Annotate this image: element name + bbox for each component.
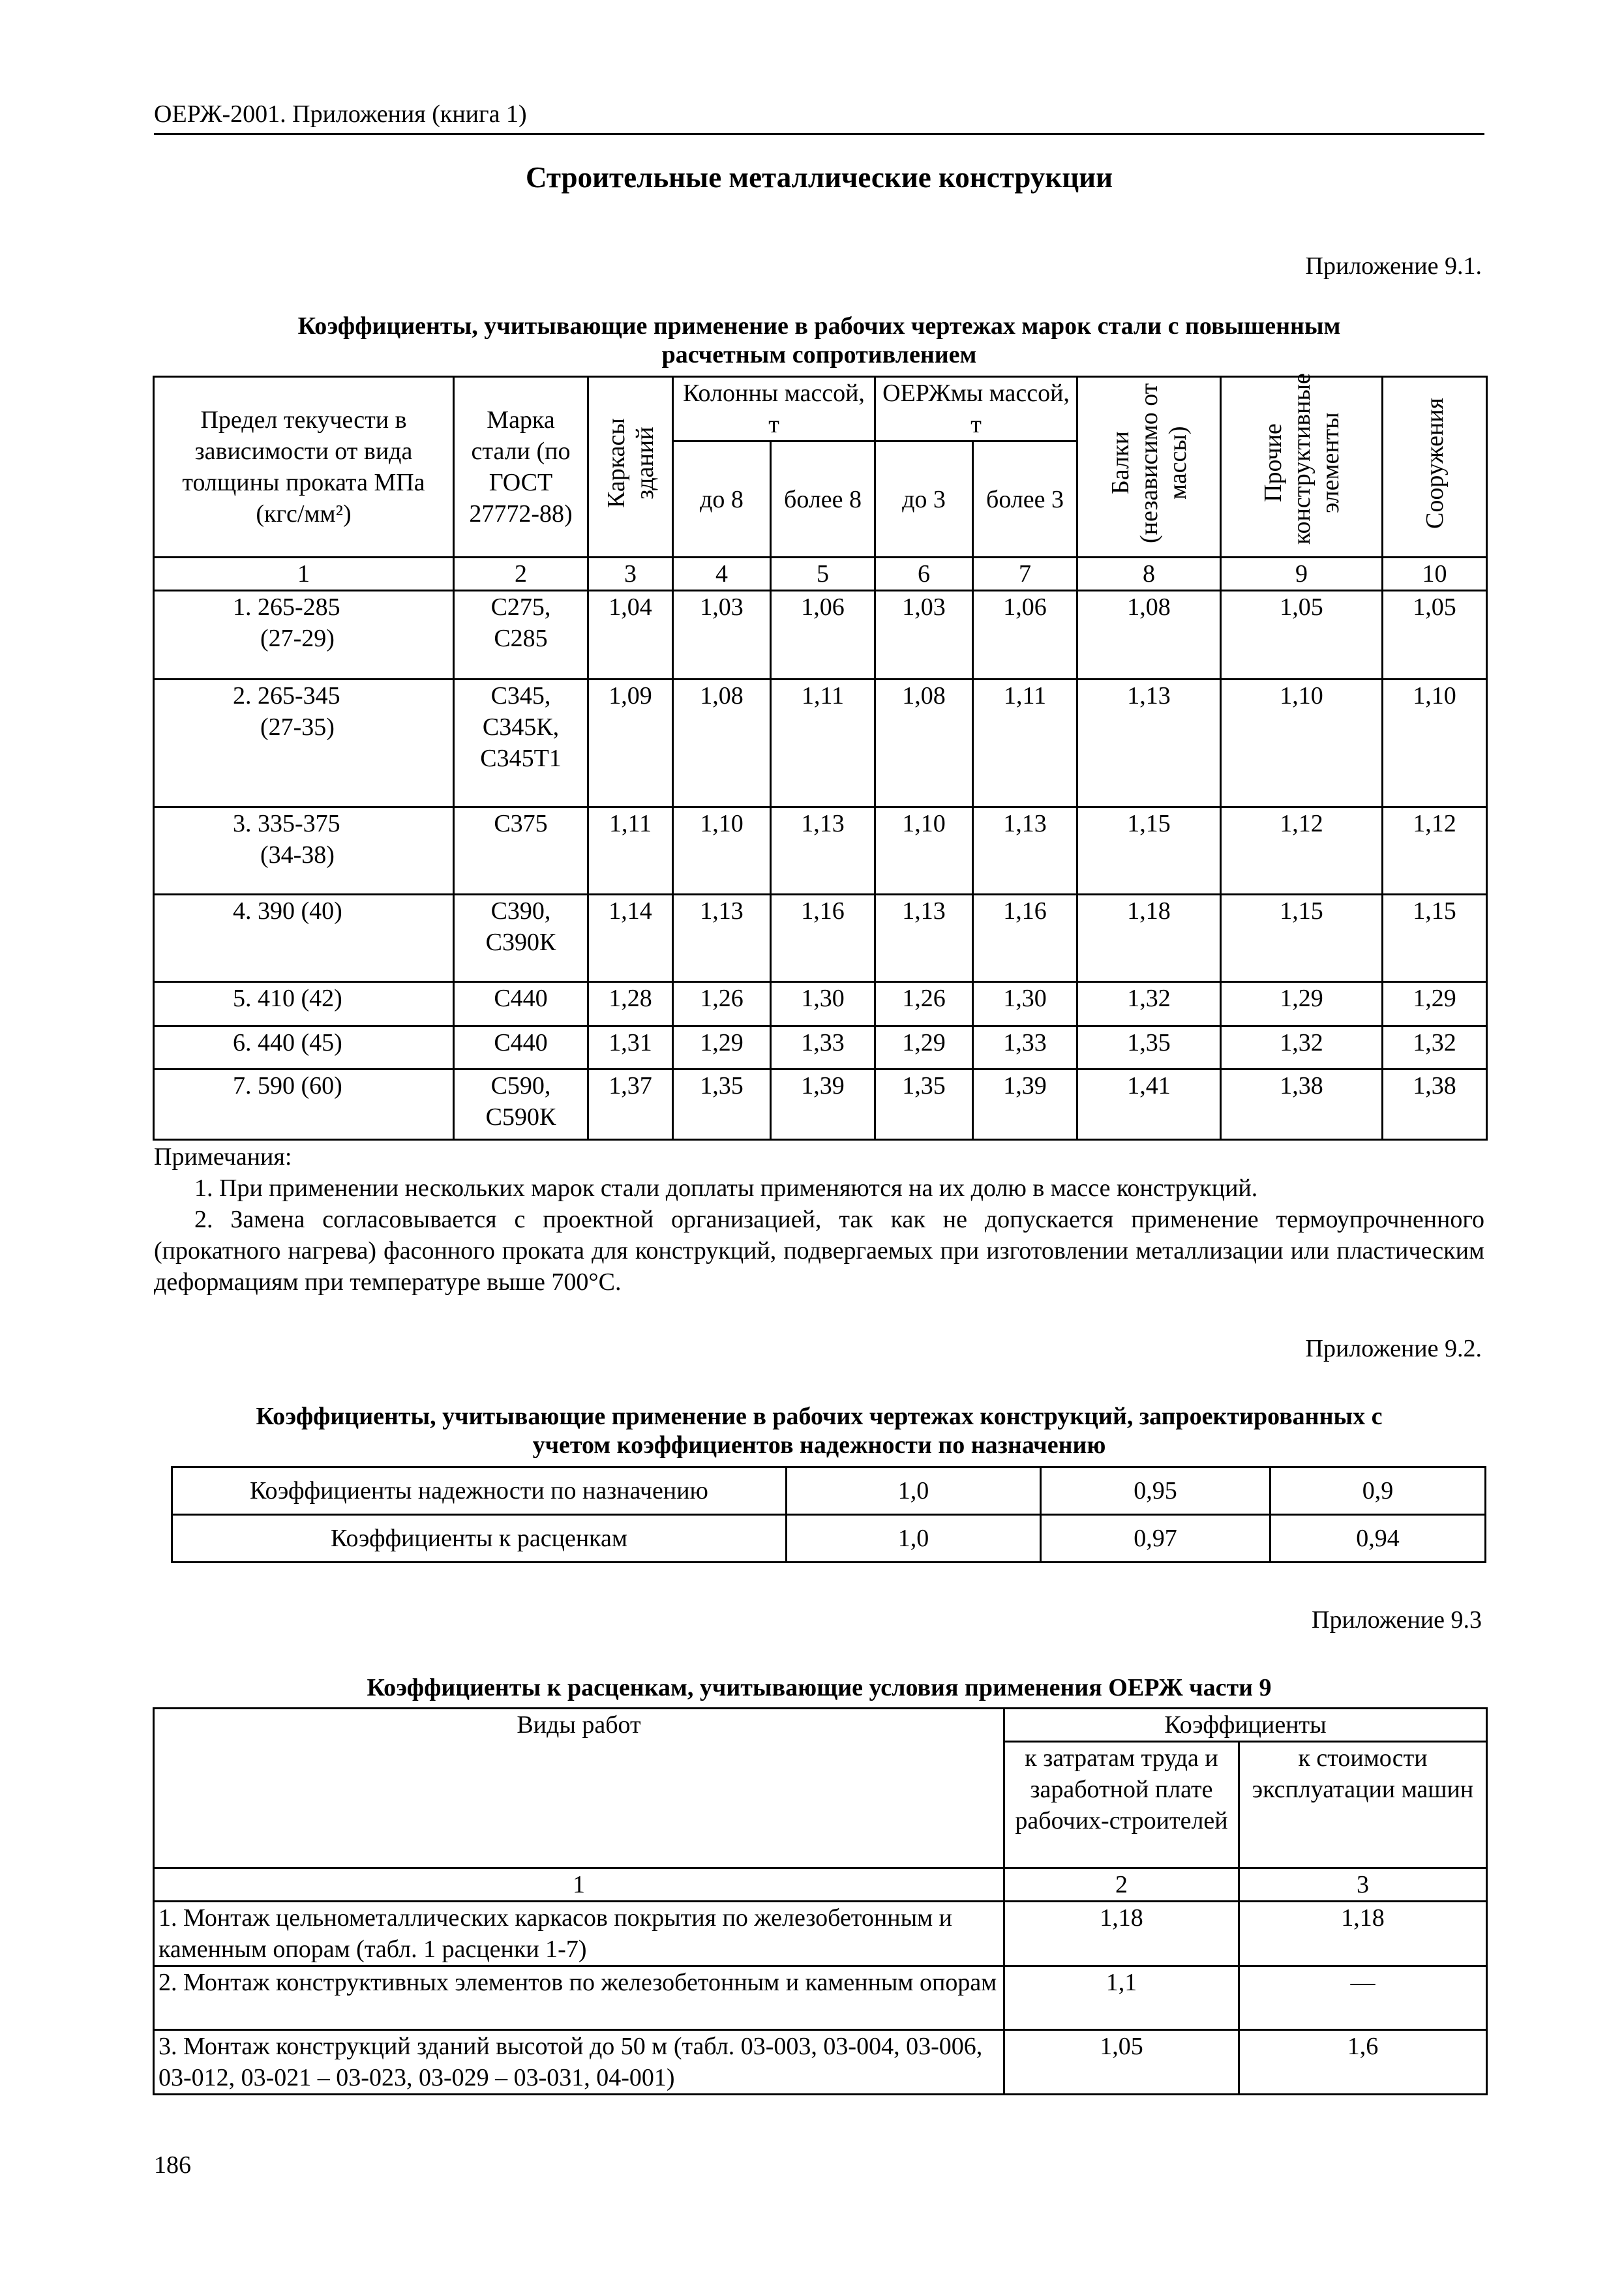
coefficient-cell: 1,09 — [588, 680, 673, 807]
yield-limit: 3. 335-375 — [233, 810, 340, 837]
coefficient-cell: 1,14 — [588, 895, 673, 982]
table-row — [154, 591, 1487, 680]
coefficient-cell: 1,10 — [875, 807, 973, 895]
steel-grade: С590К — [485, 1103, 556, 1131]
steel-grade-cell — [454, 1026, 588, 1070]
page-title: Строительные металлические конструкции — [526, 161, 1113, 194]
coefficient-cell: 1,12 — [1221, 807, 1383, 895]
coefficient-cell: 1,30 — [973, 982, 1077, 1026]
steel-grade: С345, — [490, 682, 551, 710]
coefficient-cell: 1,13 — [1077, 680, 1221, 807]
coefficient-cell: 1,32 — [1383, 1026, 1487, 1070]
table-row — [154, 1070, 1487, 1140]
header-structures: Сооружения — [1421, 397, 1449, 529]
steel-grade-cell — [454, 807, 588, 895]
steel-grade: С440 — [494, 985, 548, 1012]
header-coefficients: Коэффициенты — [1004, 1709, 1487, 1742]
table-row — [154, 1026, 1487, 1070]
steel-grade: С440 — [494, 1029, 548, 1056]
steel-grade: С590, — [490, 1072, 551, 1100]
coefficient-value: 1,0 — [787, 1515, 1041, 1563]
column-number: 1 — [154, 558, 454, 591]
coefficient-cell: 1,32 — [1077, 982, 1221, 1026]
header-columns-sub1: до 8 — [673, 441, 771, 558]
coefficient-cell: 1,29 — [1383, 982, 1487, 1026]
coefficient-cell: 1,06 — [771, 591, 875, 680]
steel-grade: С390, — [490, 897, 551, 925]
column-number: 9 — [1221, 558, 1383, 591]
table-row — [172, 1515, 1486, 1563]
steel-grade-cell — [454, 1070, 588, 1140]
header-structures-cell — [1383, 377, 1487, 558]
coefficient-cell: 1,30 — [771, 982, 875, 1026]
page-number: 186 — [154, 2151, 191, 2179]
coefficient-cell: 1,15 — [1221, 895, 1383, 982]
appendix-9-2-label: Приложение 9.2. — [1305, 1335, 1482, 1362]
column-number: 1 — [154, 1868, 1004, 1902]
table-row — [154, 1966, 1487, 2030]
column-number: 2 — [1004, 1868, 1239, 1902]
header-oerzh-sub2: более 3 — [973, 441, 1077, 558]
table-9-1-caption-line1: Коэффициенты, учитывающие применение в рабочих чертежах марок стали с повышенным — [297, 312, 1341, 340]
header-labor: к затратам труда и заработной плате рабочих-строителей — [1004, 1742, 1239, 1868]
yield-limit: 1. 265-285 — [233, 593, 340, 621]
header-frames-cell — [588, 377, 673, 558]
steel-grade-cell — [454, 982, 588, 1026]
note-2: 2. Замена согласовывается с проектной организацией, так как не допускается применение термоупрочненного (прокатного нагрева) фасонного проката для конструкций, подвергаемых при изготовлении металлизации или пластическим деформациям при температуре выше 700°С. — [154, 1206, 1484, 1296]
coefficient-cell: 1,11 — [588, 807, 673, 895]
coefficient-cell: 1,35 — [875, 1070, 973, 1140]
coefficient-cell: 1,08 — [673, 680, 771, 807]
coefficient-cell: 1,15 — [1077, 807, 1221, 895]
coefficient-cell: 1,04 — [588, 591, 673, 680]
coefficient-name: Коэффициенты надежности по назначению — [172, 1467, 787, 1515]
coefficient-cell: 1,39 — [973, 1070, 1077, 1140]
coefficient-cell: 1,16 — [973, 895, 1077, 982]
header-oerzh-group: ОЕРЖмы массой, т — [875, 377, 1077, 441]
header-work-types: Виды работ — [154, 1709, 1004, 1868]
coefficient-cell: 1,39 — [771, 1070, 875, 1140]
coefficient-cell: 1,13 — [875, 895, 973, 982]
coefficient-cell: 1,16 — [771, 895, 875, 982]
yield-limit: 6. 440 (45) — [233, 1029, 342, 1056]
header-steel-grade: Марка стали (по ГОСТ 27772-88) — [454, 377, 588, 558]
coefficient-cell: 1,03 — [673, 591, 771, 680]
table-9-2-caption-line2: учетом коэффициентов надежности по назначению — [532, 1431, 1106, 1459]
column-number: 7 — [973, 558, 1077, 591]
yield-limit: 2. 265-345 — [233, 682, 340, 710]
coefficient-cell: 1,35 — [1077, 1026, 1221, 1070]
table-9-2-caption-line1: Коэффициенты, учитывающие применение в рабочих чертежах конструкций, запроектированных с — [256, 1403, 1383, 1430]
coefficient-cell: 1,18 — [1077, 895, 1221, 982]
yield-limit-cell — [154, 1070, 454, 1140]
coefficient-cell: 1,08 — [1077, 591, 1221, 680]
coefficient-cell: 1,28 — [588, 982, 673, 1026]
machine-coefficient: 1,18 — [1239, 1902, 1487, 1966]
coefficient-cell: 1,13 — [973, 807, 1077, 895]
table-9-2-caption — [154, 1402, 1484, 1459]
coefficient-cell: 1,35 — [673, 1070, 771, 1140]
labor-coefficient: 1,18 — [1004, 1902, 1239, 1966]
coefficient-cell: 1,12 — [1383, 807, 1487, 895]
column-number: 2 — [454, 558, 588, 591]
work-type: 2. Монтаж конструктивных элементов по железобетонным и каменным опорам — [154, 1966, 1004, 2030]
yield-limit-cell — [154, 1026, 454, 1070]
table-row — [154, 895, 1487, 982]
header-other-elements: Прочие конструктивные элементы — [1259, 373, 1344, 545]
coefficient-cell: 1,05 — [1383, 591, 1487, 680]
header-columns-group: Колонны массой, т — [673, 377, 875, 441]
header-oerzh-sub1: до 3 — [875, 441, 973, 558]
coefficient-cell: 1,33 — [973, 1026, 1077, 1070]
column-number: 10 — [1383, 558, 1487, 591]
appendix-9-1-label: Приложение 9.1. — [1305, 252, 1482, 280]
note-1: 1. При применении нескольких марок стали доплаты применяются на их долю в массе конструкций. — [194, 1174, 1258, 1202]
notes-title: Примечания: — [154, 1143, 292, 1171]
column-number-row — [154, 1868, 1487, 1902]
coefficient-cell: 1,33 — [771, 1026, 875, 1070]
steel-grade: С375 — [494, 810, 548, 837]
header-machines: к стоимости эксплуатации машин — [1239, 1742, 1487, 1868]
steel-grade: С390К — [485, 929, 556, 956]
coefficient-cell: 1,26 — [875, 982, 973, 1026]
header-beams-cell — [1077, 377, 1221, 558]
steel-grade-cell — [454, 895, 588, 982]
table-9-3 — [153, 1707, 1488, 2095]
table-9-1-caption — [154, 312, 1484, 369]
coefficient-cell: 1,38 — [1221, 1070, 1383, 1140]
coefficient-cell: 1,29 — [673, 1026, 771, 1070]
steel-grade: С345Т1 — [480, 745, 562, 772]
coefficient-name: Коэффициенты к расценкам — [172, 1515, 787, 1563]
column-number: 3 — [588, 558, 673, 591]
column-number: 8 — [1077, 558, 1221, 591]
table-9-1 — [153, 373, 1488, 1141]
table-row — [154, 982, 1487, 1026]
column-number: 5 — [771, 558, 875, 591]
work-type: 1. Монтаж цельнометаллических каркасов покрытия по железобетонным и каменным опорам (табл. 1 расценки 1-7) — [154, 1902, 1004, 1966]
yield-limit-cell — [154, 591, 454, 680]
coefficient-cell: 1,29 — [875, 1026, 973, 1070]
coefficient-value: 0,9 — [1271, 1467, 1486, 1515]
labor-coefficient: 1,05 — [1004, 2030, 1239, 2095]
yield-limit: 5. 410 (42) — [233, 985, 342, 1012]
coefficient-value: 0,95 — [1041, 1467, 1271, 1515]
coefficient-cell: 1,37 — [588, 1070, 673, 1140]
labor-coefficient: 1,1 — [1004, 1966, 1239, 2030]
yield-limit-kgs: (27-29) — [260, 625, 335, 652]
coefficient-cell: 1,10 — [673, 807, 771, 895]
coefficient-cell: 1,11 — [771, 680, 875, 807]
header-other-cell — [1221, 373, 1383, 558]
header-columns-sub2: более 8 — [771, 441, 875, 558]
yield-limit-cell — [154, 807, 454, 895]
table-9-2 — [171, 1466, 1486, 1563]
coefficient-cell: 1,15 — [1383, 895, 1487, 982]
coefficient-cell: 1,05 — [1221, 591, 1383, 680]
coefficient-cell: 1,38 — [1383, 1070, 1487, 1140]
steel-grade: С275, — [490, 593, 551, 621]
yield-limit-cell — [154, 982, 454, 1026]
table-row — [154, 680, 1487, 807]
table-row — [172, 1467, 1486, 1515]
table-row — [154, 2030, 1487, 2095]
table-row — [154, 1902, 1487, 1966]
notes — [154, 1141, 1484, 1298]
header-frames: Каркасы зданий — [602, 418, 659, 508]
coefficient-value: 0,97 — [1041, 1515, 1271, 1563]
yield-limit-kgs: (27-35) — [260, 713, 335, 741]
table-9-3-caption: Коэффициенты к расценкам, учитывающие условия применения ОЕРЖ части 9 — [367, 1674, 1272, 1701]
coefficient-cell: 1,26 — [673, 982, 771, 1026]
column-number-row — [154, 558, 1487, 591]
coefficient-cell: 1,32 — [1221, 1026, 1383, 1070]
coefficient-cell: 1,08 — [875, 680, 973, 807]
work-type: 3. Монтаж конструкций зданий высотой до 50 м (табл. 03-003, 03-004, 03-006, 03-012, 03-021 – 03-023, 03-029 – 03-031, 04-001) — [154, 2030, 1004, 2095]
steel-grade: С285 — [494, 625, 548, 652]
coefficient-cell: 1,13 — [673, 895, 771, 982]
table-9-1-caption-line2: расчетным сопротивлением — [661, 341, 977, 368]
coefficient-cell: 1,06 — [973, 591, 1077, 680]
yield-limit-kgs: (34-38) — [260, 841, 335, 869]
steel-grade: С345К, — [482, 713, 560, 741]
running-header: ОЕРЖ-2001. Приложения (книга 1) — [154, 98, 1484, 135]
coefficient-cell: 1,10 — [1221, 680, 1383, 807]
coefficient-cell: 1,03 — [875, 591, 973, 680]
column-number: 6 — [875, 558, 973, 591]
coefficient-cell: 1,10 — [1383, 680, 1487, 807]
yield-limit: 7. 590 (60) — [233, 1072, 342, 1100]
yield-limit-cell — [154, 680, 454, 807]
coefficient-cell: 1,29 — [1221, 982, 1383, 1026]
machine-coefficient: — — [1239, 1966, 1487, 2030]
machine-coefficient: 1,6 — [1239, 2030, 1487, 2095]
yield-limit-cell — [154, 895, 454, 982]
table-row — [154, 807, 1487, 895]
appendix-9-3-label: Приложение 9.3 — [1312, 1606, 1482, 1634]
coefficient-cell: 1,11 — [973, 680, 1077, 807]
column-number: 3 — [1239, 1868, 1487, 1902]
header-yield-limit: Предел текучести в зависимости от вида толщины проката МПа (кгс/мм²) — [154, 377, 454, 558]
steel-grade-cell — [454, 680, 588, 807]
coefficient-cell: 1,41 — [1077, 1070, 1221, 1140]
coefficient-cell: 1,13 — [771, 807, 875, 895]
yield-limit: 4. 390 (40) — [233, 897, 342, 925]
header-beams: Балки (независимо от массы) — [1106, 383, 1192, 543]
coefficient-cell: 1,31 — [588, 1026, 673, 1070]
coefficient-value: 1,0 — [787, 1467, 1041, 1515]
coefficient-value: 0,94 — [1271, 1515, 1486, 1563]
steel-grade-cell — [454, 591, 588, 680]
column-number: 4 — [673, 558, 771, 591]
